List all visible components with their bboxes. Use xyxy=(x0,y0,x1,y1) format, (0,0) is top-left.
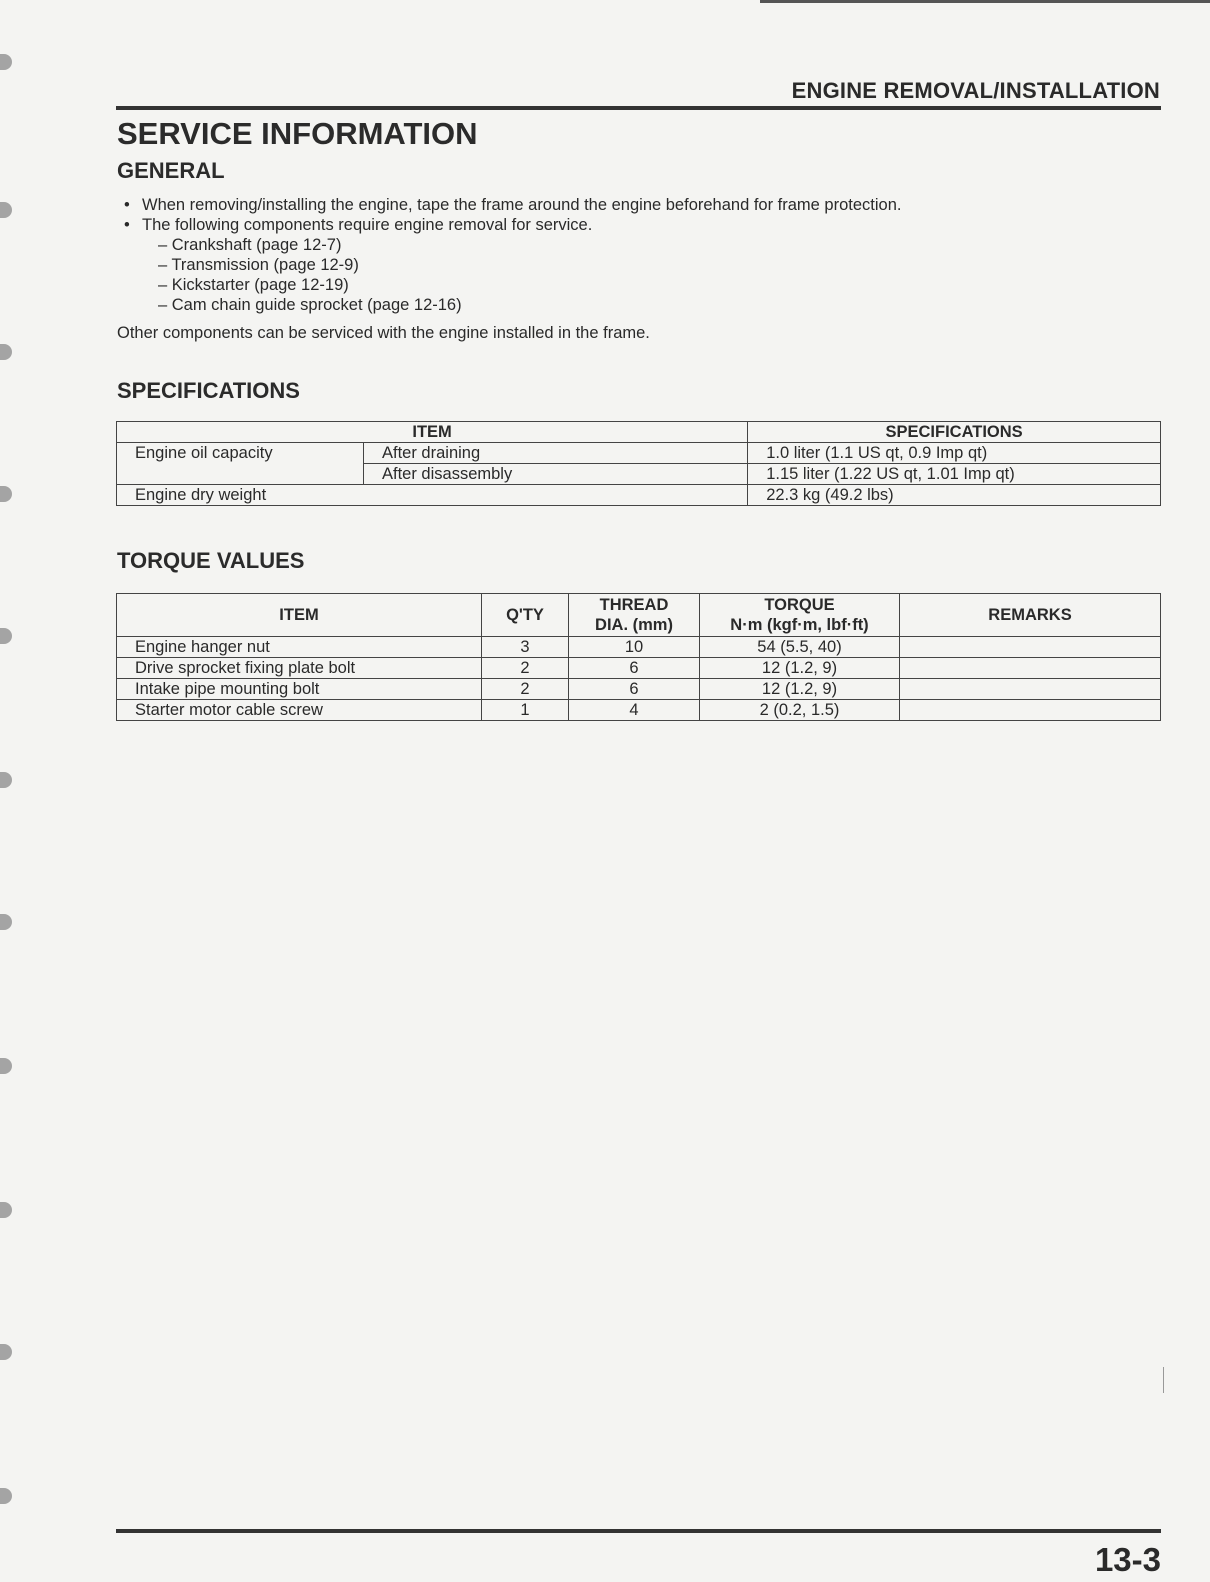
torque-qty: 1 xyxy=(482,700,569,721)
running-head: ENGINE REMOVAL/INSTALLATION xyxy=(791,78,1160,103)
table-row xyxy=(117,700,1161,721)
col-torque-line2: N·m (kgf·m, lbf·ft) xyxy=(730,616,869,634)
binder-hole xyxy=(0,486,12,502)
table-row xyxy=(117,679,1161,700)
torque-value: 12 (1.2, 9) xyxy=(700,658,900,679)
torque-remarks xyxy=(900,700,1161,721)
component-item: – Crankshaft (page 12-7) xyxy=(158,236,342,254)
after-draining-value: 1.0 liter (1.1 US qt, 0.9 Imp qt) xyxy=(748,443,1161,464)
torque-qty: 3 xyxy=(482,637,569,658)
torque-thread: 4 xyxy=(569,700,700,721)
col-specifications: SPECIFICATIONS xyxy=(748,422,1161,443)
bullet-item xyxy=(122,195,901,215)
oil-capacity-label: Engine oil capacity xyxy=(117,443,364,485)
torque-remarks xyxy=(900,658,1161,679)
table-row xyxy=(117,443,1161,464)
col-thread-line1: THREAD xyxy=(599,596,669,614)
torque-table xyxy=(116,593,1161,721)
torque-value: 12 (1.2, 9) xyxy=(700,679,900,700)
binder-hole xyxy=(0,914,12,930)
col-item: ITEM xyxy=(117,422,748,443)
binder-hole xyxy=(0,1344,12,1360)
after-disassembly-label: After disassembly xyxy=(364,464,748,485)
torque-thread: 6 xyxy=(569,658,700,679)
table-header-row xyxy=(117,594,1161,637)
general-note: Other components can be serviced with the engine installed in the frame. xyxy=(117,324,650,342)
binder-hole xyxy=(0,1058,12,1074)
bullet-text: The following components require engine removal for service. xyxy=(142,216,593,234)
col-remarks: REMARKS xyxy=(900,594,1161,637)
table-row xyxy=(117,658,1161,679)
binder-hole xyxy=(0,772,12,788)
col-thread-line2: DIA. (mm) xyxy=(595,616,673,634)
binder-hole xyxy=(0,202,12,218)
footer-rule xyxy=(116,1529,1161,1533)
bullet-text: When removing/installing the engine, tape the frame around the engine beforehand for frame protection. xyxy=(142,196,902,214)
bullet-icon: • xyxy=(124,196,130,214)
margin-mark xyxy=(1163,1367,1164,1393)
page-number: 13-3 xyxy=(1094,1541,1161,1578)
torque-qty: 2 xyxy=(482,679,569,700)
col-torque-line1: TORQUE xyxy=(764,596,835,614)
component-list xyxy=(142,235,901,315)
table-row xyxy=(117,637,1161,658)
torque-thread: 6 xyxy=(569,679,700,700)
binder-hole xyxy=(0,54,12,70)
torque-qty: 2 xyxy=(482,658,569,679)
bullet-icon: • xyxy=(124,216,130,234)
torque-thread: 10 xyxy=(569,637,700,658)
scan-edge xyxy=(760,0,1210,3)
col-thread xyxy=(569,594,700,637)
torque-item: Drive sprocket fixing plate bolt xyxy=(117,658,482,679)
table-header-row xyxy=(117,422,1161,443)
specifications-table xyxy=(116,421,1161,506)
torque-value: 54 (5.5, 40) xyxy=(700,637,900,658)
dry-weight-label: Engine dry weight xyxy=(117,485,748,506)
general-heading: GENERAL xyxy=(117,158,225,183)
binder-hole xyxy=(0,628,12,644)
col-qty: Q'TY xyxy=(482,594,569,637)
header-rule xyxy=(116,106,1161,110)
binder-hole xyxy=(0,1202,12,1218)
torque-value: 2 (0.2, 1.5) xyxy=(700,700,900,721)
dry-weight-value: 22.3 kg (49.2 lbs) xyxy=(748,485,1161,506)
binder-hole xyxy=(0,1488,12,1504)
page-title: SERVICE INFORMATION xyxy=(117,116,478,151)
specifications-heading: SPECIFICATIONS xyxy=(117,378,300,403)
component-item: – Kickstarter (page 12-19) xyxy=(158,276,349,294)
after-draining-label: After draining xyxy=(364,443,748,464)
component-item: – Transmission (page 12-9) xyxy=(158,256,359,274)
table-row xyxy=(117,485,1161,506)
torque-heading: TORQUE VALUES xyxy=(117,548,305,573)
torque-remarks xyxy=(900,679,1161,700)
general-bullets xyxy=(122,195,901,315)
col-item: ITEM xyxy=(117,594,482,637)
torque-item: Starter motor cable screw xyxy=(117,700,482,721)
torque-item: Engine hanger nut xyxy=(117,637,482,658)
torque-remarks xyxy=(900,637,1161,658)
after-disassembly-value: 1.15 liter (1.22 US qt, 1.01 Imp qt) xyxy=(748,464,1161,485)
torque-item: Intake pipe mounting bolt xyxy=(117,679,482,700)
binder-hole xyxy=(0,344,12,360)
component-item: – Cam chain guide sprocket (page 12-16) xyxy=(158,296,462,314)
bullet-item xyxy=(122,215,901,315)
col-torque xyxy=(700,594,900,637)
